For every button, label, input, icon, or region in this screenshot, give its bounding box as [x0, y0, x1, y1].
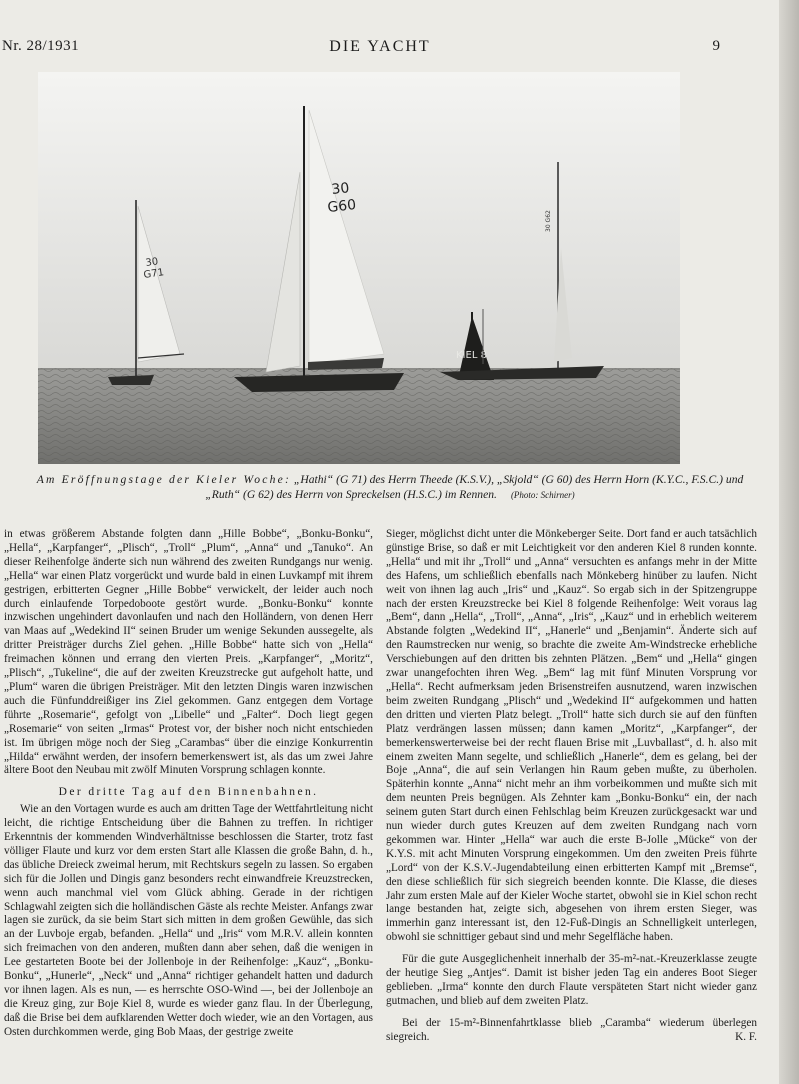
svg-text:30: 30 [330, 180, 351, 198]
paragraph: Für die gute Ausgeglichenheit innerhalb der 35-m²-nat.-Kreuzerklasse zeugte der heutige Sieg „Antjes“. Damit ist bisher jeden Tag ein anderes Boot Sieger geblieben. „Irma“ konnte den durch Flaute verspäteten Start nicht wieder ganz gutmachen, und blieb auf dem zweiten Platz. [386, 953, 757, 1007]
regatta-photo-image [38, 72, 680, 464]
paragraph [386, 1017, 757, 1045]
svg-text:KIEL 8: KIEL 8 [456, 350, 487, 361]
paragraph: Sieger, möglichst dicht unter die Mönkeberger Seite. Dort fand er auch tatsächlich günstige Brise, so daß er mit Leichtigkeit vor den anderen Kiel 8 runden konnte. „Hella“ und mit ihr „Troll“ und „Anna“ versuchten es anfangs mehr in der Mitte des Hafens, um schließlich ebenfalls nach Mönkeberg hinüber zu laufen. Nicht weit von ihnen lag auch „Iris“ und „Kauz“. So ergab sich in der Spitzengruppe nach der ersten Kreuzstrecke bei Kiel 8 folgende Reihenfolge: Weit voraus lag „Bem“, dann „Hella“, „Troll“, „Anna“, „Iris“, „Kauz“ und in erheblich weiterem Abstande folgten „Wedekind II“, „Hanerle“ und „Benjamin“. Änderte sich auf den Raumstrecken nur wenig, so brachte die zweite Am-Windstrecke erhebliche Verschiebungen auf den dritten bis zehnten Plätzen. „Bem“ und „Hella“ gingen zwar unangefochten ihren Weg. „Bem“ lag mit fünf Minuten Vorsprung vor „Hella“. Recht aufmerksam jeden Brisenstreifen ausnutzend, waren inzwischen beim zweiten Rundgang „Plisch“ und „Wedekind II“ aufgekommen und hatten den dritten und vierten Platz belegt. „Troll“ hatte sich durch sie auf den fünften Platz verdrängen lassen müssen; dann kamen „Moritz“, „Karpfanger“, der bemerkenswerterweise bei der recht flauen Brise mit „Luvballast“, d. h. also mit einem zweiten Mann segelte, und schließlich „Hanerle“, dem es gelang, bei der Boje „Anna“, die auf sein Verlangen hin Raum geben mußte, zu überholen. Späterhin konnte „Anna“ nicht mehr an ihm vorbeikommen und mußte sich mit dem neunten Preis begnügen. Als Zehnter kam „Bonku-Bonku“ ein, der nach seinem guten Start durch einen Fehlschlag beim Kreuzen zurückgesackt war und nun wieder durch gutes Kreuzen auf dem zweiten Rundgang nach vorn gekommen war. Hinter „Hella“ war auch die erste B-Jolle „Mücke“ von der K.Y.S. mit acht Minuten Vorsprung eingekommen. Um den zweiten Preis führte „Lord“ von der K.S.V.-Jugendabteilung einen erbitterten Kampf mit „Bremse“, den diese schließlich für sich siegreich beenden konnte. Die Klasse, die dieses Jahr zum ersten Male auf der Kieler Woche startet, obwohl sie in Kiel schon recht lange bestanden hat, zeigte sich, abgesehen von ihrem ersten Sieger, was immerhin ganz interessant ist, den 12-Fuß-Dingis an Schnelligkeit unterlegen, obwohl sie schnittiger gebaut sind und mehr Segelfläche haben. [386, 528, 757, 944]
paragraph-text: Bei der 15-m²-Binnenfahrtklasse blieb „Caramba“ wiederum überlegen siegreich. [386, 1016, 757, 1043]
photo-caption [20, 472, 760, 503]
section-heading: Der dritte Tag auf den Binnenbahnen. [58, 786, 319, 799]
page-number: 9 [712, 38, 720, 54]
svg-text:G60: G60 [326, 197, 357, 216]
paragraph: Wie an den Vortagen wurde es auch am dritten Tage der Wettfahrtleitung nicht leicht, die richtige Entscheidung über die Bahnen zu treffen. In richtiger Erkenntnis der kommenden Windverhältnisse beschlossen die Starter, trotz fast völliger Flaute und kurz vor dem ersten Start alle Klassen die große Bahn, d. h., das übliche Dreieck zweimal herum, mit Rechtskurs segeln zu lassen. So ergaben sich für die Jollen und Dingis ganz besonders recht einwandfreie Kreuzstrecken, wenn auch manchmal viel vom Glück abhing. Gerade in der richtigen Schlagwahl zeigten sich die holländischen Gäste als rechte Meister. Anfangs zwar lagen sie zurück, da sie beim Start sich mitten in dem großen Gewühle, das sich an der Luvboje ergab, befanden. „Hella“ und „Iris“ vom M.R.V. allein konnten sich freimachen von den anderen, mußten dann aber sehen, daß die wenigen in Lee gestarteten Boote bei der Jollenboje in der Reihenfolge: „Kauz“, „Bonku-Bonku“, „Hunerle“, „Neck“ und „Anna“ richtiger gehandelt hatten und dadurch vor ihnen lagen. Als es nun, — es herrschte OSO-Wind —, bei der Jollenboje an die Kreuz ging, zur Boje Kiel 8, wurde es wieder ganz flau. In der Überlegung, daß die Brise bei dem aufklarenden Wetter doch wieder, wie an den Vortagen, aus Osten durchkommen werde, ging Bob Maas, der gestrige zweite [4, 803, 373, 1038]
caption-lead: Am Eröffnungstage der Kieler Woche: [36, 473, 292, 486]
page-edge-shadow [779, 0, 799, 1084]
svg-text:G71: G71 [142, 267, 165, 281]
svg-text:30: 30 [144, 256, 160, 269]
article-column-right [386, 528, 757, 1045]
issue-number: Nr. 28/1931 [2, 38, 80, 54]
caption-text: „Hathi“ (G 71) des Herrn Theede (K.S.V.), „Skjold“ (G 60) des Herrn Horn (K.Y.C., F.S.C.) und „Ruth“ (G 62) des Herrn von Spreckelsen (H.S.C.) im Rennen. [205, 473, 744, 501]
page-header [0, 38, 760, 60]
paragraph: in etwas größerem Abstande folgten dann „Hille Bobbe“, „Bonku-Bonku“, „Hella“, „Karpfanger“, „Plisch“, „Troll“ „Plum“, „Anna“ und „Tanuko“. An dieser Reihenfolge änderte sich nun während des zweiten Rundgangs nur wenig. „Hella“ war einen Platz vorgerückt und wurde bald in einen Luvkampf mit ihrem gestrigen, erbitterten Gegner „Hille Bobbe“ verwickelt, der leider auch noch durch einlaufende Torpedoboote gestört wurde. „Bonku-Bonku“ konnte inzwischen ungehindert davonlaufen und nach den Holländern, von denen Herr van Maas auf „Wedekind II“ seinen Bruder um wenige Sekunden aussegelte, als dritter Preisträger durchs Ziel gehen. „Hille Bobbe“ hatte sich von „Hella“ freimachen können und errang den vierten Preis. „Karpfanger“, „Moritz“, „Plisch“, „Tukeline“, die auf der zweiten Kreuzstrecke gut aufgeholt hatte, und „Plum“ waren die übrigen Preisträger. Mit den letzten Dingis waren inzwischen auch die Fünfunddreißiger ins Ziel gekommen. Ganz entgegen dem Vortage führte „Rosemarie“, gefolgt von „Libelle“ und „Falter“. Doch liegt gegen „Rosemarie“ von seiten „Irmas“ Protest vor, der bisher noch nicht entschieden ist. Im übrigen möge noch der Sieg „Carambas“ über die einzige Konkurrentin „Hilda“ erwähnt werden, der insofern bemerkenswert ist, als das um zwei Jahre ältere Boot den Neubau mit zwölf Minuten Vorsprung schlagen konnte. [4, 528, 373, 777]
regatta-photo [38, 72, 680, 464]
article-column-left [4, 528, 373, 1040]
magazine-title: DIE YACHT [329, 38, 431, 55]
svg-text:30 G62: 30 G62 [545, 210, 552, 232]
photo-credit: (Photo: Schirner) [510, 490, 575, 500]
author-signature: K. F. [735, 1030, 757, 1043]
